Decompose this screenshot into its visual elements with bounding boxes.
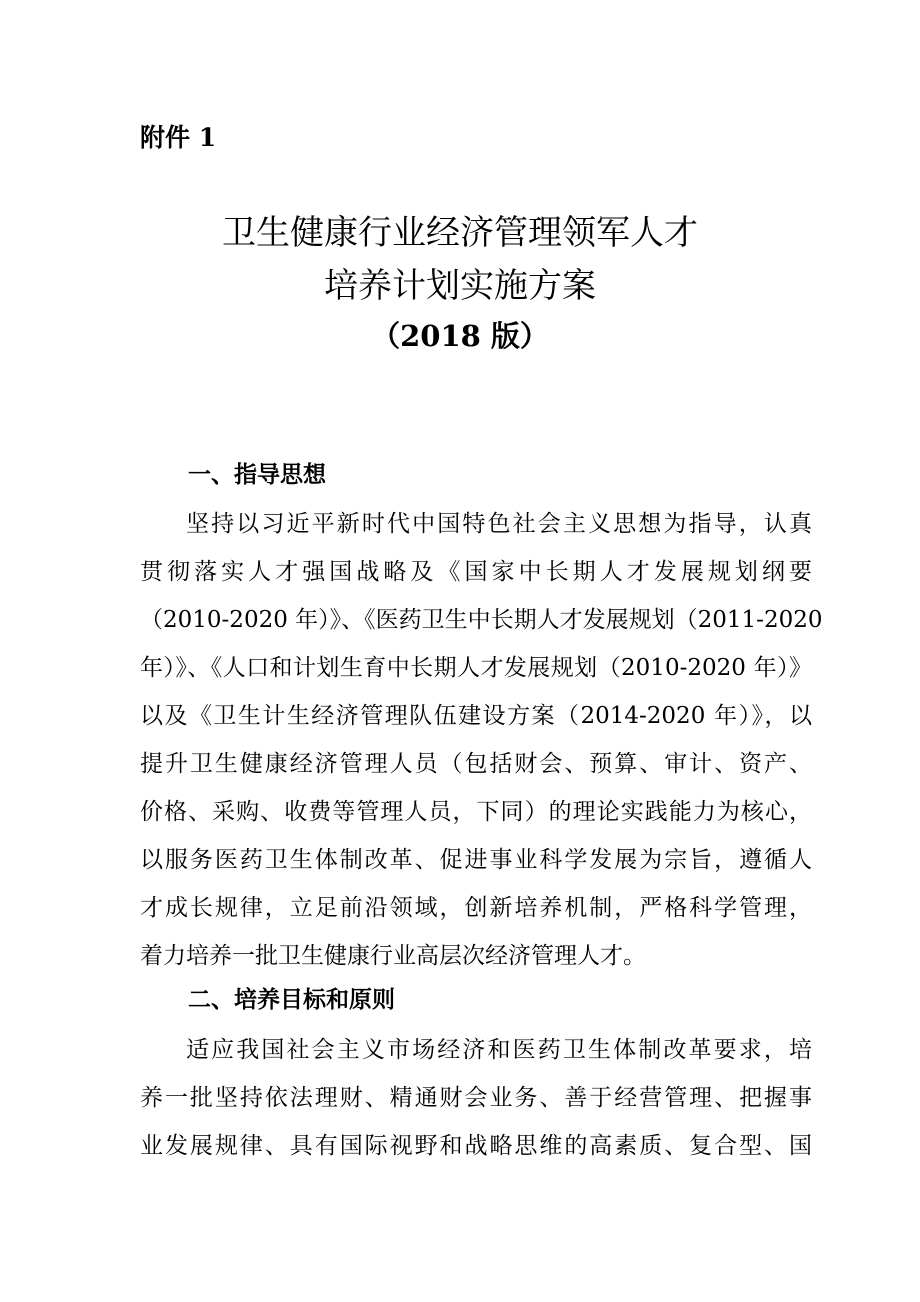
document-version: （2018 版） — [371, 319, 549, 353]
paragraph-line: 以及《卫生计生经济管理队伍建设方案（2014-2020 年）》，以 — [140, 703, 812, 729]
section-paragraph-goals-and-principles — [140, 1026, 812, 1170]
paragraph-line: 坚持以习近平新时代中国特色社会主义思想为指导，认真 — [186, 511, 812, 537]
paragraph-line: 贯彻落实人才强国战略及《国家中长期人才发展规划纲要 — [140, 559, 812, 585]
section-heading-goals-and-principles: 二、培养目标和原则 — [188, 986, 395, 1013]
paragraph-line: 价格、采购、收费等管理人员，下同）的理论实践能力为核心， — [140, 799, 812, 825]
paragraph-line: 年）》、《人口和计划生育中长期人才发展规划（2010-2020 年）》 — [140, 655, 812, 681]
attachment-label: 附件 1 — [140, 123, 217, 152]
paragraph-line: 着力培养一批卫生健康行业高层次经济管理人才。 — [140, 943, 646, 969]
section-heading-guiding-ideology: 一、指导思想 — [188, 461, 326, 488]
paragraph-line: 适应我国社会主义市场经济和医药卫生体制改革要求，培 — [186, 1037, 812, 1063]
paragraph-line: 业发展规律、具有国际视野和战略思维的高素质、复合型、国 — [140, 1133, 812, 1159]
paragraph-line: 才成长规律，立足前沿领域，创新培养机制，严格科学管理， — [140, 895, 812, 921]
paragraph-line: 以服务医药卫生体制改革、促进事业科学发展为宗旨，遵循人 — [140, 847, 812, 873]
paragraph-line: 提升卫生健康经济管理人员（包括财会、预算、审计、资产、 — [140, 751, 812, 777]
document-title-line-2: 培养计划实施方案 — [324, 266, 596, 306]
document-title-line-1: 卫生健康行业经济管理领军人才 — [222, 213, 698, 253]
section-paragraph-guiding-ideology — [140, 500, 823, 980]
paragraph-line: （2010-2020 年）》、《医药卫生中长期人才发展规划（2011-2020 — [140, 607, 823, 633]
paragraph-line: 养一批坚持依法理财、精通财会业务、善于经营管理、把握事 — [140, 1085, 812, 1111]
